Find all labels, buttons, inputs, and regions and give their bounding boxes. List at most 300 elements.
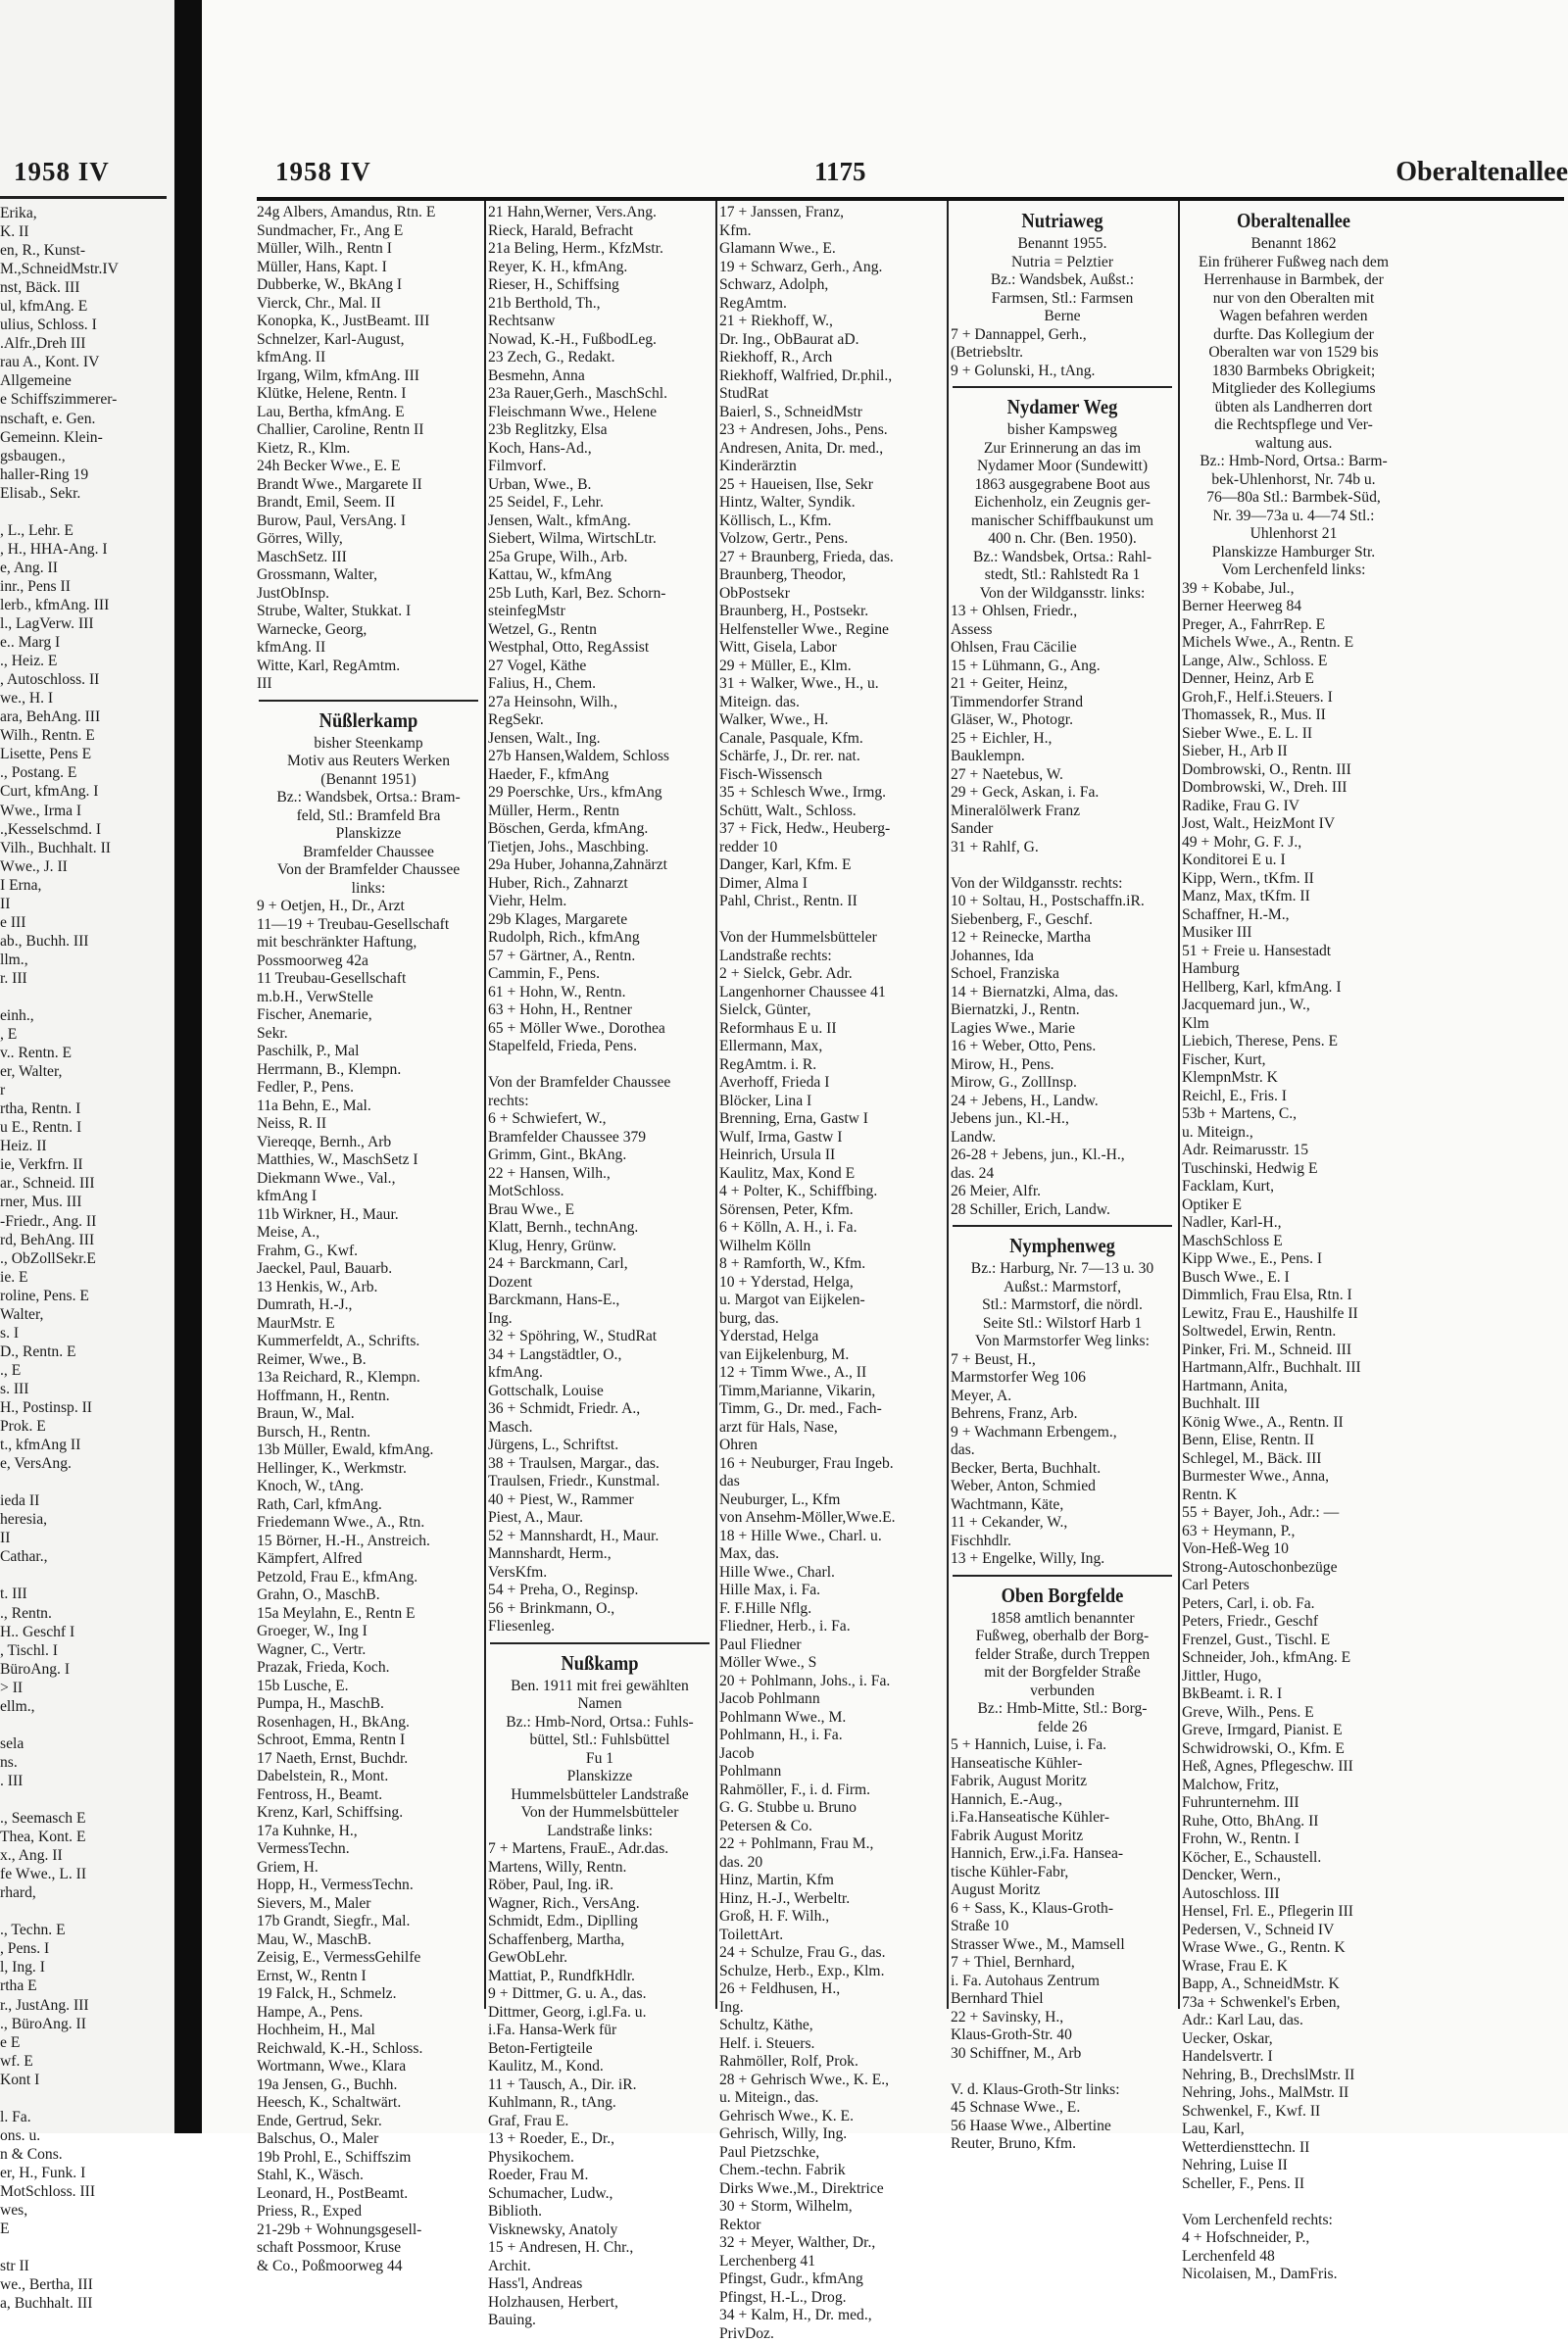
directory-entry: Liebich, Therese, Pens. E bbox=[1182, 1033, 1405, 1051]
directory-entry: Wetzel, G., Rentn bbox=[488, 621, 711, 640]
left-page-line: , H., HHA-Ang. I bbox=[0, 540, 171, 559]
directory-entry: 24 + Jebens, H., Landw. bbox=[951, 1093, 1174, 1111]
directory-entry: Schaffenberg, Martha, bbox=[488, 1931, 711, 1950]
directory-entry: 16 + Neuburger, Frau Ingeb. bbox=[719, 1455, 943, 1474]
directory-entry: Dr. Ing., ObBaurat aD. bbox=[719, 331, 943, 350]
directory-entry: Gottschalk, Louise bbox=[488, 1383, 711, 1401]
directory-entry: Ernst, W., Rentn I bbox=[257, 1968, 480, 1986]
directory-entry: Schulze, Herb., Exp., Klm. bbox=[719, 1963, 943, 1981]
directory-entry: Fedler, P., Pens. bbox=[257, 1079, 480, 1098]
directory-entry: Klug, Henry, Grünw. bbox=[488, 1238, 711, 1256]
left-page-line: , Autoschloss. II bbox=[0, 670, 171, 689]
left-page-line: Wwe., J. II bbox=[0, 857, 171, 876]
left-page-line: er, Walter, bbox=[0, 1062, 171, 1081]
directory-entry: 39 + Kobabe, Jul., bbox=[1182, 580, 1405, 599]
directory-entry: Fabrik, August Moritz bbox=[951, 1773, 1174, 1791]
directory-entry: Becker, Berta, Buchhalt. bbox=[951, 1460, 1174, 1479]
directory-entry: Bauing. bbox=[488, 2312, 711, 2330]
left-page-line: a, Buchhalt. III bbox=[0, 2294, 171, 2313]
street-note: Bz.: Harburg, Nr. 7—13 u. 30 bbox=[951, 1260, 1174, 1279]
directory-entry: Dombrowski, W., Dreh. III bbox=[1182, 779, 1405, 798]
directory-entry: kfmAng. bbox=[488, 1364, 711, 1383]
left-page-line: I Erna, bbox=[0, 876, 171, 895]
directory-entry: 27a Heinsohn, Wilh., bbox=[488, 694, 711, 712]
directory-entry: Matthies, W., MaschSetz I bbox=[257, 1151, 480, 1170]
street-note: Bz.: Wandsbek, Außst.: bbox=[951, 271, 1174, 290]
directory-entry: Jensen, Walt., kfmAng. bbox=[488, 513, 711, 531]
directory-entry: Kfm. bbox=[719, 222, 943, 241]
directory-entry: Brenning, Erna, Gastw I bbox=[719, 1110, 943, 1129]
directory-entry: Huber, Rich., Zahnarzt bbox=[488, 875, 711, 894]
directory-entry: 63 + Hohn, H., Rentner bbox=[488, 1001, 711, 1020]
directory-entry: 57 + Gärtner, A., Rentn. bbox=[488, 948, 711, 966]
left-page-line: rner, Mus. III bbox=[0, 1193, 171, 1211]
directory-entry: Schumacher, Ludw., bbox=[488, 2185, 711, 2204]
directory-entry: Michels Wwe., A., Rentn. E bbox=[1182, 634, 1405, 653]
directory-entry: 51 + Freie u. Hansestadt bbox=[1182, 943, 1405, 961]
directory-entry: Fliedner, Herb., i. Fa. bbox=[719, 1618, 943, 1636]
left-page-line: Wwe., Irma I bbox=[0, 802, 171, 820]
left-page-line: lerb., kfmAng. III bbox=[0, 596, 171, 614]
directory-entry: 11a Behn, E., Mal. bbox=[257, 1098, 480, 1116]
directory-entry: Jacquemard jun., W., bbox=[1182, 997, 1405, 1015]
directory-entry: 12 + Timm Wwe., A., II bbox=[719, 1364, 943, 1383]
directory-entry: 25a Grupe, Wilh., Arb. bbox=[488, 549, 711, 567]
page-year-volume: 1958 IV bbox=[275, 157, 371, 187]
directory-entry: 11—19 + Treubau-Gesellschaft bbox=[257, 916, 480, 935]
directory-entry: Bapp, A., SchneidMstr. K bbox=[1182, 1976, 1405, 1994]
directory-entry: Groh,F., Helf.i.Steuers. I bbox=[1182, 689, 1405, 708]
directory-entry: 21b Berthold, Th., bbox=[488, 295, 711, 314]
directory-entry: Peters, Friedr., Geschf bbox=[1182, 1613, 1405, 1632]
directory-entry: Adr.: Karl Lau, das. bbox=[1182, 2012, 1405, 2030]
left-page-line: u E., Rentn. I bbox=[0, 1118, 171, 1137]
directory-entry: Schwarz, Adolph, bbox=[719, 276, 943, 295]
left-page-line: nschaft, e. Gen. bbox=[0, 410, 171, 428]
directory-entry: Griem, H. bbox=[257, 1859, 480, 1878]
directory-entry: Riekhoff, R., Arch bbox=[719, 349, 943, 367]
directory-entry: Assess bbox=[951, 621, 1174, 640]
directory-entry: Hinz, Martin, Kfm bbox=[719, 1872, 943, 1890]
directory-entry: Hamburg bbox=[1182, 960, 1405, 979]
directory-entry: Scheller, F., Pens. II bbox=[1182, 2175, 1405, 2194]
directory-entry: Busch Wwe., E. I bbox=[1182, 1269, 1405, 1288]
directory-entry: 26 Meier, Alfr. bbox=[951, 1183, 1174, 1201]
directory-entry: Canale, Pasquale, Kfm. bbox=[719, 730, 943, 749]
directory-entry: MotSchloss. bbox=[488, 1183, 711, 1201]
left-page-line: Prok. E bbox=[0, 1417, 171, 1436]
directory-entry: Frahm, G., Kwf. bbox=[257, 1243, 480, 1261]
directory-entry: Brandt, Emil, Seem. II bbox=[257, 494, 480, 513]
directory-entry: steinfegMstr bbox=[488, 603, 711, 621]
directory-entry: August Moritz bbox=[951, 1881, 1174, 1900]
street-note: Berne bbox=[951, 308, 1174, 326]
directory-entry: 15 + Lühmann, G., Ang. bbox=[951, 658, 1174, 676]
column-rule bbox=[715, 201, 717, 2009]
directory-entry: 10 + Soltau, H., Postschaffn.iR. bbox=[951, 893, 1174, 911]
directory-entry: 61 + Hohn, W., Rentn. bbox=[488, 984, 711, 1002]
directory-entry: Meise, A., bbox=[257, 1224, 480, 1243]
directory-entry: Max, das. bbox=[719, 1545, 943, 1564]
directory-entry: 10 + Yderstad, Helga, bbox=[719, 1274, 943, 1293]
left-page-line: K. II bbox=[0, 222, 171, 241]
directory-entry: Leonard, H., PostBeamt. bbox=[257, 2185, 480, 2204]
directory-entry: 11 + Cekander, W., bbox=[951, 1514, 1174, 1533]
directory-entry: Wagner, C., Vertr. bbox=[257, 1641, 480, 1660]
left-page-line: ., Seemasch E bbox=[0, 1809, 171, 1828]
directory-entry: Pohlmann bbox=[719, 1763, 943, 1782]
directory-entry: PrivDoz. bbox=[719, 2325, 943, 2343]
directory-entry: Braunberg, H., Postsekr. bbox=[719, 603, 943, 621]
left-page-line: x., Ang. II bbox=[0, 1846, 171, 1865]
directory-entry: Walker, Wwe., H. bbox=[719, 711, 943, 730]
left-page-line: e Schiffszimmerer- bbox=[0, 390, 171, 409]
left-page-line: Elisab., Sekr. bbox=[0, 484, 171, 503]
directory-entry: V. d. Klaus-Groth-Str links: bbox=[951, 2081, 1174, 2100]
street-note: Nr. 39—73a u. 4—74 Stl.: bbox=[1182, 508, 1405, 526]
directory-entry: Westphal, Otto, RegAssist bbox=[488, 639, 711, 658]
directory-entry: Possmoorweg 42a bbox=[257, 952, 480, 971]
directory-entry: Petzold, Frau E., kfmAng. bbox=[257, 1569, 480, 1587]
directory-entry: Viereqqe, Bernh., Arb bbox=[257, 1134, 480, 1152]
street-note: verbunden bbox=[951, 1683, 1174, 1701]
directory-entry: 23a Rauer,Gerh., MaschSchl. bbox=[488, 385, 711, 404]
directory-entry: 11 + Tausch, A., Dir. iR. bbox=[488, 2076, 711, 2095]
directory-entry: Jürgens, L., Schriftst. bbox=[488, 1437, 711, 1455]
directory-entry: 25 + Haueisen, Ilse, Sekr bbox=[719, 476, 943, 495]
directory-entry: Wetterdiensttechn. II bbox=[1182, 2139, 1405, 2158]
directory-entry: Hanseatische Kühler- bbox=[951, 1755, 1174, 1774]
directory-entry: Sieber Wwe., E. L. II bbox=[1182, 725, 1405, 744]
directory-entry: kfmAng I bbox=[257, 1188, 480, 1206]
directory-entry: Görres, Willy, bbox=[257, 530, 480, 549]
directory-entry: Danger, Karl, Kfm. E bbox=[719, 856, 943, 875]
directory-entry: 9 + Dittmer, G. u. A., das. bbox=[488, 1985, 711, 2004]
directory-entry: 37 + Fick, Hedw., Heuberg- bbox=[719, 820, 943, 839]
column-rule bbox=[1178, 201, 1180, 2009]
directory-entry: Pahl, Christ., Rentn. II bbox=[719, 893, 943, 911]
column-rule bbox=[947, 201, 949, 2009]
left-page-line: Vilh., Buchhalt. II bbox=[0, 839, 171, 857]
street-note: Bz.: Hmb-Mitte, Stl.: Borg- bbox=[951, 1700, 1174, 1719]
directory-entry: 20 + Pohlmann, Johs., i. Fa. bbox=[719, 1673, 943, 1691]
left-page-line: Thea, Kont. E bbox=[0, 1828, 171, 1846]
street-note: mit der Borgfelder Straße bbox=[951, 1664, 1174, 1683]
street-note: Bz.: Hmb-Nord, Ortsa.: Barm- bbox=[1182, 453, 1405, 471]
directory-entry: 38 + Traulsen, Margar., das. bbox=[488, 1455, 711, 1474]
left-page-line: ara, BehAng. III bbox=[0, 708, 171, 726]
left-page-line bbox=[0, 988, 171, 1006]
directory-entry: 34 + Langstädtler, O., bbox=[488, 1346, 711, 1365]
book-gutter bbox=[174, 0, 202, 2133]
directory-entry: Wulf, Irma, Gastw I bbox=[719, 1129, 943, 1147]
directory-entry: Gehrisch, Willy, Ing. bbox=[719, 2125, 943, 2144]
directory-entry: 21 Hahn,Werner, Vers.Ang. bbox=[488, 204, 711, 222]
street-note: links: bbox=[257, 880, 480, 899]
left-page-line: II bbox=[0, 895, 171, 913]
directory-entry: 19a Jensen, G., Buchh. bbox=[257, 2076, 480, 2095]
directory-entry: 28 + Gehrisch Wwe., K. E., bbox=[719, 2072, 943, 2090]
directory-entry: Wrase, Frau E. K bbox=[1182, 1958, 1405, 1977]
directory-entry: von Ansehm-Möller,Wwe.E. bbox=[719, 1509, 943, 1528]
directory-entry: m.b.H., VerwStelle bbox=[257, 989, 480, 1007]
directory-entry: Preger, A., FahrrRep. E bbox=[1182, 616, 1405, 635]
directory-entry: Biernatzki, J., Rentn. bbox=[951, 1001, 1174, 1020]
left-page-line: ., E bbox=[0, 1361, 171, 1380]
directory-entry: Schaffner, H.-M., bbox=[1182, 906, 1405, 925]
directory-entry: i.Fa. Hansa-Werk für bbox=[488, 2022, 711, 2040]
directory-entry: 15b Lusche, E. bbox=[257, 1678, 480, 1696]
directory-entry: 24 + Barckmann, Carl, bbox=[488, 1255, 711, 1274]
street-note: Ben. 1911 mit frei gewählten bbox=[488, 1678, 711, 1696]
directory-entry: Bernhard Thiel bbox=[951, 1990, 1174, 2009]
directory-entry: Reichl, E., Fris. I bbox=[1182, 1088, 1405, 1106]
directory-entry: Röber, Paul, Ing. iR. bbox=[488, 1877, 711, 1895]
directory-entry: Challier, Caroline, Rentn II bbox=[257, 421, 480, 440]
directory-entry: Sielck, Günter, bbox=[719, 1001, 943, 1020]
left-page-line: ., BüroAng. II bbox=[0, 2015, 171, 2033]
directory-entry: Barckmann, Hans-E., bbox=[488, 1292, 711, 1310]
directory-entry: Lerchenfeld 48 bbox=[1182, 2248, 1405, 2267]
street-note: bisher Kampsweg bbox=[951, 421, 1174, 440]
directory-page bbox=[202, 0, 1568, 2133]
street-note: 1830 Barmbeks Obrigkeit; bbox=[1182, 363, 1405, 381]
directory-entry: Nowad, K.-H., FußbodLeg. bbox=[488, 331, 711, 350]
directory-entry: 32 + Meyer, Walther, Dr., bbox=[719, 2234, 943, 2253]
street-title: Oben Borgfelde bbox=[964, 1583, 1161, 1608]
left-page-line: ie, Verkfrn. II bbox=[0, 1155, 171, 1174]
directory-entry: 4 + Polter, K., Schiffbing. bbox=[719, 1183, 943, 1201]
section-separator bbox=[490, 1642, 710, 1644]
directory-entry: Von der Wildgansstr. rechts: bbox=[951, 875, 1174, 894]
directory-entry: 45 Schnase Wwe., E. bbox=[951, 2099, 1174, 2118]
directory-entry: Ohren bbox=[719, 1437, 943, 1455]
street-note: Bz.: Wandsbek, Ortsa.: Bram- bbox=[257, 789, 480, 807]
left-page-line: Kont I bbox=[0, 2071, 171, 2089]
directory-entry: Hille Wwe., Charl. bbox=[719, 1564, 943, 1583]
directory-entry bbox=[951, 2063, 1174, 2081]
left-page-line: t. III bbox=[0, 1585, 171, 1603]
directory-entry: 22 + Savinsky, H., bbox=[951, 2009, 1174, 2027]
left-page-line: r bbox=[0, 1081, 171, 1099]
directory-entry: Hartmann, Anita, bbox=[1182, 1378, 1405, 1396]
directory-entry: Glamann Wwe., E. bbox=[719, 240, 943, 259]
directory-entry: Burow, Paul, VersAng. I bbox=[257, 513, 480, 531]
directory-entry: 56 Haase Wwe., Albertine bbox=[951, 2118, 1174, 2136]
directory-entry: Rosenhagen, H., BkAng. bbox=[257, 1714, 480, 1733]
directory-entry: Kuhlmann, R., tAng. bbox=[488, 2094, 711, 2113]
directory-entry bbox=[951, 856, 1174, 875]
directory-entry: Heinrich, Ursula II bbox=[719, 1147, 943, 1165]
directory-entry: 23b Reglitzky, Elsa bbox=[488, 421, 711, 440]
directory-entry: Mattiat, P., RundfkHdlr. bbox=[488, 1968, 711, 1986]
directory-entry: Reichwald, K.-H., Schloss. bbox=[257, 2040, 480, 2059]
directory-entry: 13 + Roeder, E., Dr., bbox=[488, 2130, 711, 2149]
directory-entry: Timm,Marianne, Vikarin, bbox=[719, 1383, 943, 1401]
directory-entry: 25 + Eichler, H., bbox=[951, 730, 1174, 749]
directory-entry: 31 + Walker, Wwe., H., u. bbox=[719, 675, 943, 694]
street-note: Planskizze Hamburger Str. bbox=[1182, 544, 1405, 562]
directory-entry: Gläser, W., Photogr. bbox=[951, 711, 1174, 730]
directory-entry: Baierl, S., SchneidMstr bbox=[719, 404, 943, 422]
directory-entry: Lau, Bertha, kfmAng. E bbox=[257, 404, 480, 422]
directory-entry: 21 + Riekhoff, W., bbox=[719, 313, 943, 331]
directory-entry: 30 Schiffner, M., Arb bbox=[951, 2045, 1174, 2064]
directory-entry: Nicolaisen, M., DamFris. bbox=[1182, 2266, 1405, 2284]
directory-entry: Straße 10 bbox=[951, 1918, 1174, 1936]
directory-entry: Dimmlich, Frau Elsa, Rtn. I bbox=[1182, 1287, 1405, 1305]
column-5 bbox=[1182, 204, 1405, 2284]
street-note: Außst.: Marmstorf, bbox=[951, 1279, 1174, 1297]
directory-entry: 8 + Ramforth, W., Kfm. bbox=[719, 1255, 943, 1274]
street-note: waltung aus. bbox=[1182, 435, 1405, 454]
directory-entry: Grossmann, Walter, bbox=[257, 566, 480, 585]
directory-entry: Thomassek, R., Mus. II bbox=[1182, 707, 1405, 725]
street-note: Von Marmstorfer Weg links: bbox=[951, 1333, 1174, 1351]
directory-entry: kfmAng. II bbox=[257, 639, 480, 658]
left-page-line: n & Cons. bbox=[0, 2145, 171, 2164]
directory-entry: Kinderärztin bbox=[719, 458, 943, 476]
directory-entry: rechts: bbox=[488, 1093, 711, 1111]
directory-entry: Witt, Gisela, Labor bbox=[719, 639, 943, 658]
directory-entry: Krenz, Karl, Schiffsing. bbox=[257, 1804, 480, 1823]
directory-entry: Vierck, Chr., Mal. II bbox=[257, 295, 480, 314]
directory-entry: Carl Peters bbox=[1182, 1577, 1405, 1595]
column-3 bbox=[719, 204, 943, 2343]
directory-entry: Bauklempn. bbox=[951, 748, 1174, 766]
directory-entry: Pohlmann, H., i. Fa. bbox=[719, 1727, 943, 1745]
directory-entry bbox=[1182, 2193, 1405, 2212]
directory-entry: 27 + Naetebus, W. bbox=[951, 766, 1174, 785]
left-page-line: l. Fa. bbox=[0, 2108, 171, 2126]
directory-entry: 32 + Spöhring, W., StudRat bbox=[488, 1328, 711, 1346]
section-separator bbox=[953, 1575, 1172, 1577]
directory-entry: 34 + Kalm, H., Dr. med., bbox=[719, 2307, 943, 2325]
street-note: 1858 amtlich benannter bbox=[951, 1610, 1174, 1629]
directory-entry: Hensel, Frl. E., Pflegerin III bbox=[1182, 1903, 1405, 1922]
directory-entry: 15 + Andresen, H. Chr., bbox=[488, 2239, 711, 2258]
directory-entry: redder 10 bbox=[719, 839, 943, 857]
directory-entry: Sievers, M., Maler bbox=[257, 1895, 480, 1914]
directory-entry: 25b Luth, Karl, Bez. Schorn- bbox=[488, 585, 711, 604]
street-title: Nußkamp bbox=[502, 1650, 699, 1676]
column-2 bbox=[488, 204, 711, 2330]
directory-entry: Urban, Wwe., B. bbox=[488, 476, 711, 495]
directory-entry: Klatt, Bernh., technAng. bbox=[488, 1219, 711, 1238]
street-note: 400 n. Chr. (Ben. 1950). bbox=[951, 530, 1174, 549]
directory-entry: Dirks Wwe.,M., Direktrice bbox=[719, 2180, 943, 2199]
left-page-line bbox=[0, 1790, 171, 1809]
directory-entry: Paul Fliedner bbox=[719, 1636, 943, 1655]
directory-entry: Dittmer, Georg, i.gl.Fa. u. bbox=[488, 2004, 711, 2023]
directory-entry: Filmvorf. bbox=[488, 458, 711, 476]
directory-entry: Mau, W., MaschB. bbox=[257, 1931, 480, 1950]
directory-entry: 73a + Schwenkel's Erben, bbox=[1182, 1994, 1405, 2013]
directory-entry: Strube, Walter, Stukkat. I bbox=[257, 603, 480, 621]
directory-entry: Fentross, H., Beamt. bbox=[257, 1786, 480, 1805]
street-note: (Benannt 1951) bbox=[257, 771, 480, 790]
directory-entry: 13 + Engelke, Willy, Ing. bbox=[951, 1550, 1174, 1569]
street-note: Von der Wildgansstr. links: bbox=[951, 585, 1174, 604]
directory-entry: Priess, R., Exped bbox=[257, 2203, 480, 2221]
directory-entry: Lagies Wwe., Marie bbox=[951, 1020, 1174, 1039]
directory-entry: Wrase Wwe., G., Rentn. K bbox=[1182, 1939, 1405, 1958]
directory-entry: tische Kühler-Fabr, bbox=[951, 1864, 1174, 1882]
directory-entry: Koch, Hans-Ad., bbox=[488, 440, 711, 459]
directory-entry: Fabrik August Moritz bbox=[951, 1828, 1174, 1846]
directory-entry: 24g Albers, Amandus, Rtn. E bbox=[257, 204, 480, 222]
directory-entry: 21 + Geiter, Heinz, bbox=[951, 675, 1174, 694]
directory-entry: 9 + Oetjen, H., Dr., Arzt bbox=[257, 898, 480, 916]
directory-entry: Sörensen, Peter, Kfm. bbox=[719, 1201, 943, 1220]
directory-entry: Burmester Wwe., Anna, bbox=[1182, 1468, 1405, 1487]
directory-entry: GewObLehr. bbox=[488, 1949, 711, 1968]
directory-entry: Groeger, W., Ing I bbox=[257, 1623, 480, 1641]
left-header-rule bbox=[0, 196, 167, 199]
directory-entry: Rektor bbox=[719, 2217, 943, 2235]
left-page-line: en, R., Kunst- bbox=[0, 241, 171, 260]
directory-entry: 19 + Schwarz, Gerh., Ang. bbox=[719, 259, 943, 277]
directory-entry: Strasser Wwe., M., Mamsell bbox=[951, 1936, 1174, 1955]
directory-entry: Paschilk, P., Mal bbox=[257, 1043, 480, 1061]
directory-entry: 17a Kuhnke, H., bbox=[257, 1823, 480, 1841]
left-page-line: Wilh., Rentn. E bbox=[0, 726, 171, 745]
directory-entry: 65 + Möller Wwe., Dorothea bbox=[488, 1020, 711, 1039]
directory-entry: Brandt Wwe., Margarete II bbox=[257, 476, 480, 495]
directory-entry: Köllisch, L., Kfm. bbox=[719, 513, 943, 531]
street-note: Nutria = Pelztier bbox=[951, 254, 1174, 272]
directory-entry bbox=[488, 1056, 711, 1075]
left-page-line: s. I bbox=[0, 1324, 171, 1342]
left-page-line bbox=[0, 1902, 171, 1921]
street-title: Nymphenweg bbox=[964, 1233, 1161, 1258]
directory-entry: Landstraße rechts: bbox=[719, 948, 943, 966]
left-page-line: wf. E bbox=[0, 2052, 171, 2071]
street-note: Vom Lerchenfeld links: bbox=[1182, 561, 1405, 580]
left-page-line: e III bbox=[0, 913, 171, 932]
directory-entry: Greve, Irmgard, Pianist. E bbox=[1182, 1722, 1405, 1740]
left-page-line: H.. Geschf I bbox=[0, 1623, 171, 1641]
directory-entry: 6 + Sass, K., Klaus-Groth- bbox=[951, 1900, 1174, 1919]
directory-entry: ToilettArt. bbox=[719, 1927, 943, 1945]
directory-entry: Facklam, Kurt, bbox=[1182, 1178, 1405, 1196]
directory-entry: Rath, Carl, kfmAng. bbox=[257, 1496, 480, 1515]
directory-entry: Volzow, Gertr., Pens. bbox=[719, 530, 943, 549]
directory-entry: Jittler, Hugo, bbox=[1182, 1668, 1405, 1686]
directory-entry: 7 + Beust, H., bbox=[951, 1351, 1174, 1370]
directory-entry: Mannshardt, Herm., bbox=[488, 1545, 711, 1564]
directory-entry: Hille Max, i. Fa. bbox=[719, 1582, 943, 1600]
left-page-line: s. III bbox=[0, 1380, 171, 1398]
directory-entry: Jaeckel, Paul, Bauarb. bbox=[257, 1260, 480, 1279]
street-title: Nüßlerkamp bbox=[270, 708, 467, 733]
left-page-line: str II bbox=[0, 2257, 171, 2275]
directory-entry: MaschSetz. III bbox=[257, 549, 480, 567]
street-note: Wagen befahren werden bbox=[1182, 308, 1405, 326]
directory-entry: Adr. Reimarusstr. 15 bbox=[1182, 1142, 1405, 1160]
directory-entry: 2 + Sielck, Gebr. Adr. bbox=[719, 965, 943, 984]
directory-entry: Sieber, H., Arb II bbox=[1182, 743, 1405, 761]
directory-entry: Klm bbox=[1182, 1015, 1405, 1034]
directory-entry: Riekhoff, Walfried, Dr.phil., bbox=[719, 367, 943, 386]
directory-entry: 36 + Schmidt, Friedr. A., bbox=[488, 1400, 711, 1419]
directory-entry: Schoel, Franziska bbox=[951, 965, 1174, 984]
directory-entry: Kaulitz, Max, Kond E bbox=[719, 1165, 943, 1184]
directory-entry: Gehrisch Wwe., K. E. bbox=[719, 2108, 943, 2126]
directory-entry: Schärfe, J., Dr. rer. nat. bbox=[719, 748, 943, 766]
directory-entry: Nehring, B., DrechslMstr. II bbox=[1182, 2067, 1405, 2085]
directory-entry: 19 Falck, H., Schmelz. bbox=[257, 1985, 480, 2004]
